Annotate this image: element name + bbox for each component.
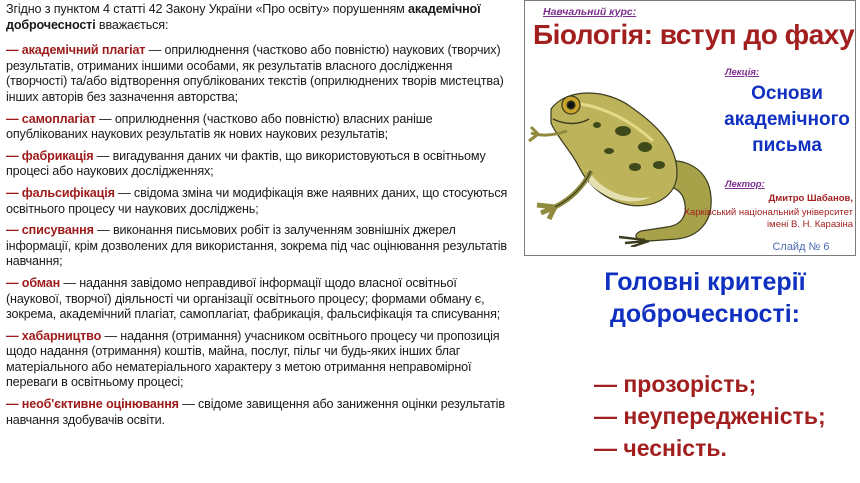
lecture-label: Лекція: (725, 67, 760, 78)
definition-item (6, 223, 514, 270)
definition-term: — списування (6, 223, 94, 238)
course-title: Біологія: вступ до фаху (533, 19, 855, 50)
definition-term: — хабарництво (6, 328, 102, 343)
definition-text: — виконання письмових робіт із залученням зовнішніх джерел інформації, крім дозволених для використання, зокрема під час оцінювання результатів навчання; (6, 223, 507, 269)
definition-text: — надання (отримання) учасником освітнього процесу чи пропозиція щодо надання (отримання) коштів, майна, послуг, пільг чи будь-яких інших благ матеріального або нематеріального характеру з метою отримання неправомірної переваги в освітньому процесі; (6, 328, 500, 390)
definition-text: — вигадування даних чи фактів, що використовуються в освітньому процесі або наукових дослідженнях; (6, 148, 486, 179)
university-name: Харківський національний університет імені В. Н. Каразіна (683, 207, 853, 230)
definition-term: — обман (6, 275, 61, 290)
intro-highlight: академічної доброчесності (6, 2, 481, 32)
criteria-item: — неупередженість; (594, 403, 826, 429)
definition-text: — свідоме завищення або заниження оцінки результатів навчання здобувачів освіти. (6, 397, 505, 427)
intro-paragraph (6, 2, 514, 33)
slide-number: Слайд № 6 (772, 241, 830, 253)
intro-prefix: Згідно з пунктом 4 статті 42 Закону України «Про освіту» порушенням (6, 2, 405, 16)
lecture-title: Основи академічного письма (724, 83, 850, 156)
definition-item (6, 186, 514, 217)
definition-term: — фальсифікація (6, 185, 115, 200)
intro-suffix: вважається: (98, 17, 169, 32)
definition-term: — фабрикація (6, 148, 94, 163)
course-info-card (524, 0, 856, 256)
definition-term: — академічний плагіат (6, 43, 146, 58)
definition-term: — самоплагіат (6, 111, 96, 126)
definition-item (6, 112, 514, 143)
criteria-heading: Головні критерії доброчесності: (604, 268, 806, 328)
lecturer-name: Дмитро Шабанов, (768, 193, 853, 204)
definition-text: — оприлюднення (частково або повністю) наукових (творчих) результатів, отриманих іншими особами, як результатів власного дослідження (творчості) та/або відтворення опублікованих текстів (оприлюднених творів мистецтва) інших авторів без зазначення авторства; (6, 43, 504, 104)
definition-item (6, 276, 514, 323)
definition-text: — надання завідомо неправдивої інформації щодо власної освітньої (наукової, творчої) діяльності чи організації освітнього процесу; формами обману є, зокрема, академічний плагіат, самоплагіат, фабрикація, фальсифікація та списування; (6, 275, 501, 322)
definition-item (6, 397, 514, 428)
criteria-item: — чесність. (594, 435, 727, 461)
definition-item (6, 43, 514, 105)
definition-term: — необ'єктивне оцінювання (6, 397, 179, 412)
definition-item (6, 149, 514, 180)
definition-item (6, 329, 514, 391)
lecturer-label: Лектор: (725, 179, 765, 190)
criteria-item: — прозорість; (594, 371, 757, 397)
criteria-list (594, 368, 856, 464)
course-label: Навчальний курс: (543, 6, 637, 18)
definition-text: — оприлюднення (частково або повністю) власних раніше опублікованих наукових результатів як нових наукових результатів; (6, 111, 433, 142)
definition-text: — свідома зміна чи модифікація вже наявних даних, що стосуються освітнього процесу чи наукових досліджень; (6, 185, 508, 216)
integrity-definitions (6, 2, 514, 480)
